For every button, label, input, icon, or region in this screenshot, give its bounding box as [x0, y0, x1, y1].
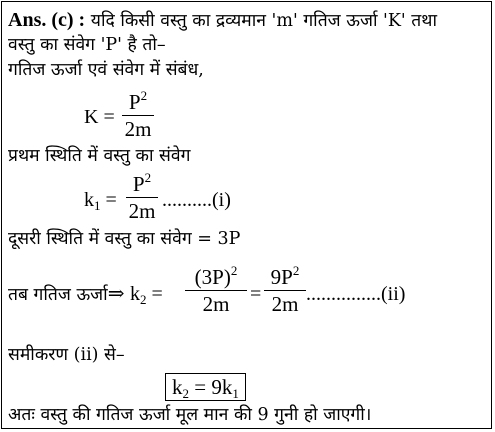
conclusion-line: अतः वस्तु की गतिज ऊर्जा मूल मान की 9 गुनी हो जाएगी।: [8, 405, 372, 425]
first-state-heading: प्रथम स्थिति में वस्तु का संवेग: [8, 146, 191, 166]
second-formula-fraction-2: $9P^2$ 2m: [264, 265, 306, 316]
first-formula-fraction: [126, 172, 158, 223]
second-formula-prefix: तब गतिज ऊर्जा⇒ $k_2$ =: [8, 283, 163, 307]
first-formula-numerator: $P^2$: [132, 170, 152, 196]
second-formula-lhs: $k_2$ =: [130, 283, 163, 307]
formula-lhs: K =: [84, 106, 115, 128]
equation-tag-ii: ...............(ii): [306, 283, 406, 305]
intro-text-1: यदि किसी वस्तु का द्रव्यमान 'm' गतिज ऊर्जा 'K' तथा: [90, 11, 437, 31]
fraction-bar: [126, 197, 158, 198]
answer-label: Ans. (c) :: [8, 9, 86, 31]
formula-denominator: 2m: [124, 117, 152, 142]
intro-line-1: [8, 9, 437, 32]
second-state-line: दूसरी स्थिति में वस्तु का संवेग = 3P: [8, 229, 241, 249]
fraction-bar: [185, 290, 247, 291]
fraction-bar: [122, 115, 154, 116]
implies-arrow: ⇒: [107, 283, 125, 305]
boxed-result: $k_2 = 9k_1$: [165, 373, 246, 401]
formula-numerator: $P^2$: [128, 88, 148, 114]
intro-line-2: वस्तु का संवेग 'P' है तो–: [8, 35, 166, 55]
equation-tag-i: ..........(i): [162, 189, 231, 211]
second-formula-eq2: =: [250, 283, 262, 305]
first-formula-denominator: 2m: [128, 199, 156, 224]
from-equation-line: समीकरण (ii) से–: [8, 345, 125, 365]
first-formula-lhs: $k_1$ =: [84, 189, 117, 213]
second-formula-fraction-1: $(3P)^2$ 2m: [185, 265, 247, 316]
answer-panel: [1, 1, 492, 429]
relation-heading: गतिज ऊर्जा एवं संवेग में संबंध,: [8, 60, 204, 80]
fraction-bar: [264, 290, 306, 291]
formula-fraction: [122, 90, 154, 141]
